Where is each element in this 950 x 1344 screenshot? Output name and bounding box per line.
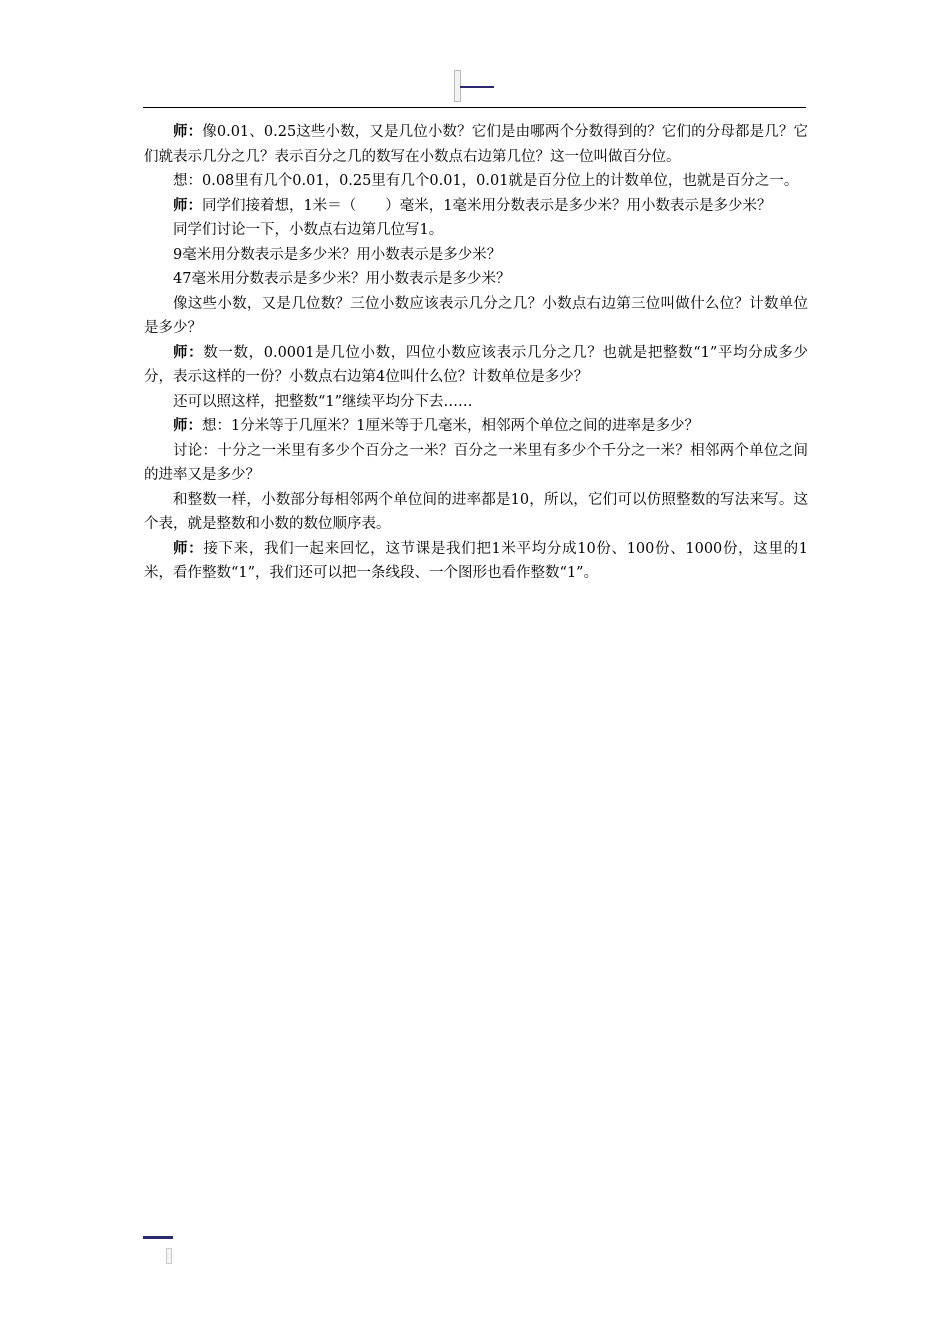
header-dash	[460, 86, 494, 88]
paragraph	[144, 169, 808, 194]
paragraph-text: 和整数一样，小数部分每相邻两个单位间的进率都是10，所以，它们可以仿照整数的写法来写。这个表，就是整数和小数的数位顺序表。	[144, 491, 808, 532]
paragraph	[144, 120, 808, 169]
speaker-label: 师：	[173, 417, 202, 434]
paragraph	[144, 194, 808, 219]
paragraph	[144, 218, 808, 243]
paragraph	[144, 414, 808, 439]
paragraph	[144, 341, 808, 390]
speaker-label: 师：	[173, 123, 203, 140]
speaker-label: 师：	[173, 343, 204, 361]
paragraph-text: 讨论：十分之一米里有多少个百分之一米？百分之一米里有多少个千分之一米？相邻两个单位之间的进率又是多少？	[144, 442, 808, 483]
paragraph	[144, 243, 808, 268]
paragraph	[144, 390, 808, 415]
paragraph-text: 同学们讨论一下，小数点右边第几位写1。	[173, 222, 444, 238]
paragraph	[144, 267, 808, 292]
paragraph-text: 像0.01、0.25这些小数，又是几位小数？它们是由哪两个分数得到的？它们的分母都是几？它们就表示几分之几？表示百分之几的数写在小数点右边第几位？这一位叫做百分位。	[144, 124, 808, 165]
paragraph	[144, 488, 808, 537]
paragraph-text: 47毫米用分数表示是多少米？用小数表示是多少米？	[173, 271, 511, 287]
speaker-label: 师：	[173, 539, 204, 557]
paragraph-text: 9毫米用分数表示是多少米？用小数表示是多少米？	[173, 246, 502, 263]
footer-decoration	[143, 1236, 173, 1266]
document-body	[144, 120, 808, 586]
speaker-label: 师：	[173, 196, 202, 214]
header-decoration	[454, 70, 496, 104]
paragraph-text: 同学们接着想，1米＝（ ）毫米，1毫米用分数表示是多少米？用小数表示是多少米？	[202, 197, 772, 214]
paragraph-text: 想：0.08里有几个0.01，0.25里有几个0.01，0.01就是百分位上的计数单位，也就是百分之一。	[173, 173, 799, 189]
paragraph-text: 还可以照这样，把整数“1”继续平均分下去……	[173, 393, 473, 410]
paragraph-text: 数一数，0.0001是几位小数，四位小数应该表示几分之几？也就是把整数“1”平均分成多少分，表示这样的一份？小数点右边第4位叫什么位？计数单位是多少？	[144, 344, 808, 385]
footer-bar	[143, 1236, 173, 1239]
paragraph-text: 接下来，我们一起来回忆，这节课是我们把1米平均分成10份、100份、1000份，这里的1米，看作整数“1”，我们还可以把一条线段、一个图形也看作整数“1”。	[144, 540, 809, 581]
paragraph	[144, 537, 808, 586]
paragraph	[144, 292, 808, 341]
paragraph-text: 想：1分米等于几厘米？1厘米等于几毫米，相邻两个单位之间的进率是多少？	[202, 418, 699, 434]
paragraph-text: 像这些小数，又是几位数？三位小数应该表示几分之几？小数点右边第三位叫做什么位？计数单位是多少？	[144, 295, 808, 336]
footer-stub-icon	[166, 1248, 172, 1264]
paragraph	[144, 439, 808, 488]
header-rule	[143, 107, 806, 108]
